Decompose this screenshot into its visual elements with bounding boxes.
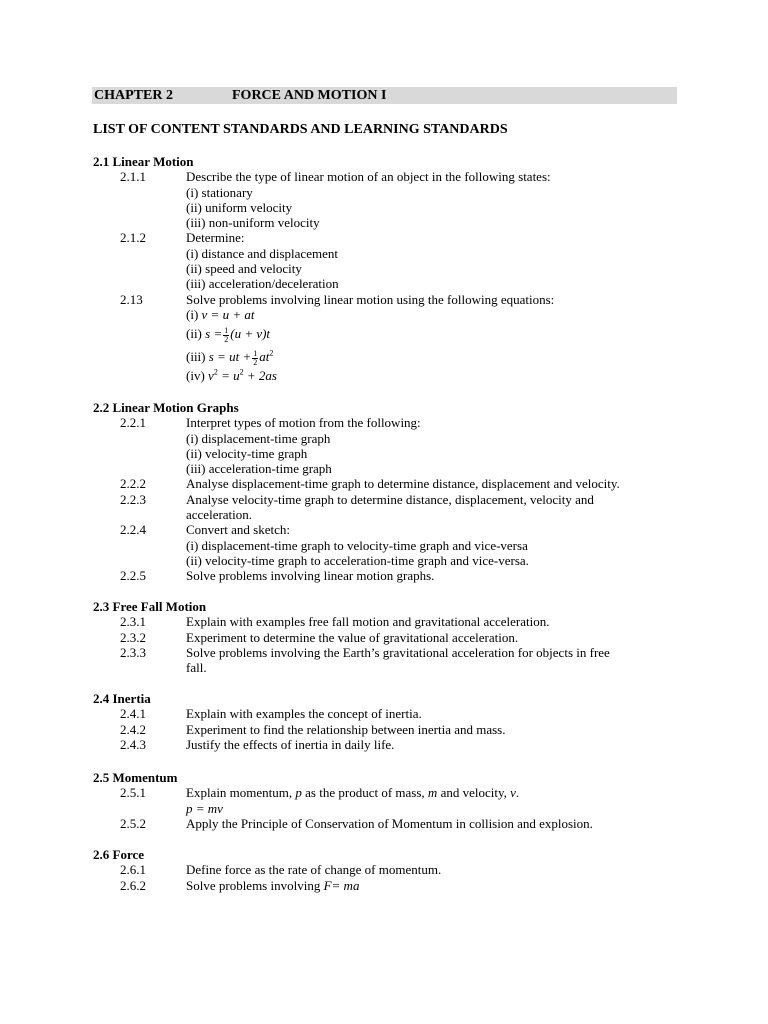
standard-text: Solve problems involving F= ma bbox=[186, 877, 360, 893]
sub-item: (i) displacement-time graph bbox=[186, 430, 331, 446]
standard-text: Apply the Principle of Conservation of Momentum in collision and explosion. bbox=[186, 815, 593, 831]
standard-row bbox=[0, 785, 768, 800]
standard-code: 2.4.3 bbox=[120, 736, 146, 752]
standard-text: Solve problems involving the Earth’s gravitational acceleration for objects in free bbox=[186, 644, 610, 660]
list-title: LIST OF CONTENT STANDARDS AND LEARNING STANDARDS bbox=[93, 122, 508, 137]
standard-text: Explain with examples free fall motion and gravitational acceleration. bbox=[186, 614, 550, 630]
standard-code: 2.13 bbox=[120, 291, 143, 307]
section-title: 2.5 Momentum bbox=[93, 770, 178, 785]
sub-item: (i) displacement-time graph to velocity-time graph and vice-versa bbox=[186, 537, 528, 553]
standard-code: 2.1.2 bbox=[120, 230, 146, 246]
standard-text: Convert and sketch: bbox=[186, 522, 290, 538]
standard-code: 2.3.3 bbox=[120, 644, 146, 660]
standard-code: 2.4.1 bbox=[120, 706, 146, 722]
standard-text: Justify the effects of inertia in daily life. bbox=[186, 736, 395, 752]
standard-row bbox=[0, 645, 768, 660]
sub-item: (ii) speed and velocity bbox=[186, 261, 302, 277]
standard-code: 2.6.1 bbox=[120, 862, 146, 878]
section-title: 2.6 Force bbox=[93, 847, 145, 862]
standard-row bbox=[0, 816, 768, 831]
sub-item: (ii) velocity-time graph to acceleration-time graph and vice-versa. bbox=[186, 552, 529, 568]
standard-code: 2.6.2 bbox=[120, 877, 146, 893]
equation: F= ma bbox=[323, 877, 360, 893]
standard-row bbox=[0, 230, 768, 245]
standard-text: Experiment to determine the value of gravitational acceleration. bbox=[186, 629, 519, 645]
standard-row bbox=[0, 706, 768, 721]
standard-text: Experiment to find the relationship between inertia and mass. bbox=[186, 721, 506, 737]
standard-row bbox=[0, 737, 768, 752]
equation-row: (i) v = u + at bbox=[186, 306, 255, 322]
equation: v = u + at bbox=[201, 306, 255, 322]
standard-text: Analyse velocity-time graph to determine distance, displacement, velocity and bbox=[186, 491, 594, 507]
chapter-header bbox=[92, 87, 677, 104]
sub-item: (i) stationary bbox=[186, 184, 253, 200]
standard-code: 2.2.5 bbox=[120, 568, 146, 584]
standard-text: Explain momentum, p as the product of mass, m and velocity, v. bbox=[186, 785, 520, 801]
fraction-half: $\frac{1}{2}$ bbox=[224, 325, 229, 344]
standard-code: 2.3.2 bbox=[120, 629, 146, 645]
sub-item: (i) distance and displacement bbox=[186, 245, 338, 261]
standard-code: 2.2.3 bbox=[120, 491, 146, 507]
equation-row: (iii) s = ut + $\frac{1}{2}$ $at^2$ bbox=[186, 348, 274, 367]
sub-item: (ii) velocity-time graph bbox=[186, 445, 308, 461]
section-title: 2.4 Inertia bbox=[93, 691, 151, 706]
sub-item: acceleration. bbox=[186, 507, 253, 523]
section-title: 2.2 Linear Motion Graphs bbox=[93, 400, 239, 415]
section-momentum bbox=[0, 770, 768, 831]
standard-code: 2.5.1 bbox=[120, 785, 146, 801]
standard-text: Solve problems involving linear motion using the following equations: bbox=[186, 291, 555, 307]
standard-code: 2.2.2 bbox=[120, 476, 146, 492]
sub-item: (iii) non-uniform velocity bbox=[186, 215, 320, 231]
sub-item: (iii) acceleration-time graph bbox=[186, 461, 332, 477]
standard-row bbox=[0, 415, 768, 430]
section-linear-motion-graphs bbox=[0, 400, 768, 584]
standard-text: Explain with examples the concept of inertia. bbox=[186, 706, 422, 722]
sub-item: (iii) acceleration/deceleration bbox=[186, 276, 339, 292]
standard-row bbox=[0, 568, 768, 583]
equation-row: (iv) $v^2 = u^2 + 2as$ bbox=[186, 367, 277, 384]
standard-row bbox=[0, 522, 768, 537]
section-title: 2.1 Linear Motion bbox=[93, 154, 194, 169]
standard-code: 2.1.1 bbox=[120, 169, 146, 185]
section-force bbox=[0, 847, 768, 893]
section-free-fall bbox=[0, 599, 768, 675]
section-linear-motion bbox=[0, 154, 768, 384]
chapter-title: FORCE AND MOTION I bbox=[232, 88, 387, 103]
standard-row bbox=[0, 292, 768, 307]
sub-item: (ii) uniform velocity bbox=[186, 199, 293, 215]
standard-text: Interpret types of motion from the following: bbox=[186, 415, 421, 431]
standard-text: Describe the type of linear motion of an object in the following states: bbox=[186, 169, 551, 185]
section-title: 2.3 Free Fall Motion bbox=[93, 599, 207, 614]
equation-row bbox=[0, 801, 768, 816]
standard-row bbox=[0, 476, 768, 491]
standard-code: 2.5.2 bbox=[120, 815, 146, 831]
fraction-half: $\frac{1}{2}$ bbox=[253, 348, 258, 367]
standard-code: 2.2.1 bbox=[120, 415, 146, 431]
standard-code: 2.2.4 bbox=[120, 522, 146, 538]
equation-row: (ii) s = $\frac{1}{2}$ (u + v)t bbox=[186, 325, 271, 344]
standard-row bbox=[0, 878, 768, 893]
standard-code: 2.4.2 bbox=[120, 721, 146, 737]
chapter-number: CHAPTER 2 bbox=[94, 88, 173, 103]
standard-text: Determine: bbox=[186, 230, 245, 246]
standard-row bbox=[0, 614, 768, 629]
standard-row bbox=[0, 492, 768, 507]
standard-row bbox=[0, 862, 768, 877]
standard-code: 2.3.1 bbox=[120, 614, 146, 630]
section-inertia bbox=[0, 691, 768, 752]
equation: p = mv bbox=[186, 800, 223, 816]
standard-row bbox=[0, 722, 768, 737]
standard-text: Define force as the rate of change of momentum. bbox=[186, 862, 442, 878]
sub-item: fall. bbox=[186, 660, 207, 676]
standard-text: Solve problems involving linear motion graphs. bbox=[186, 568, 435, 584]
standard-text: Analyse displacement-time graph to determine distance, displacement and velocity. bbox=[186, 476, 620, 492]
standard-row bbox=[0, 630, 768, 645]
standard-row bbox=[0, 169, 768, 184]
